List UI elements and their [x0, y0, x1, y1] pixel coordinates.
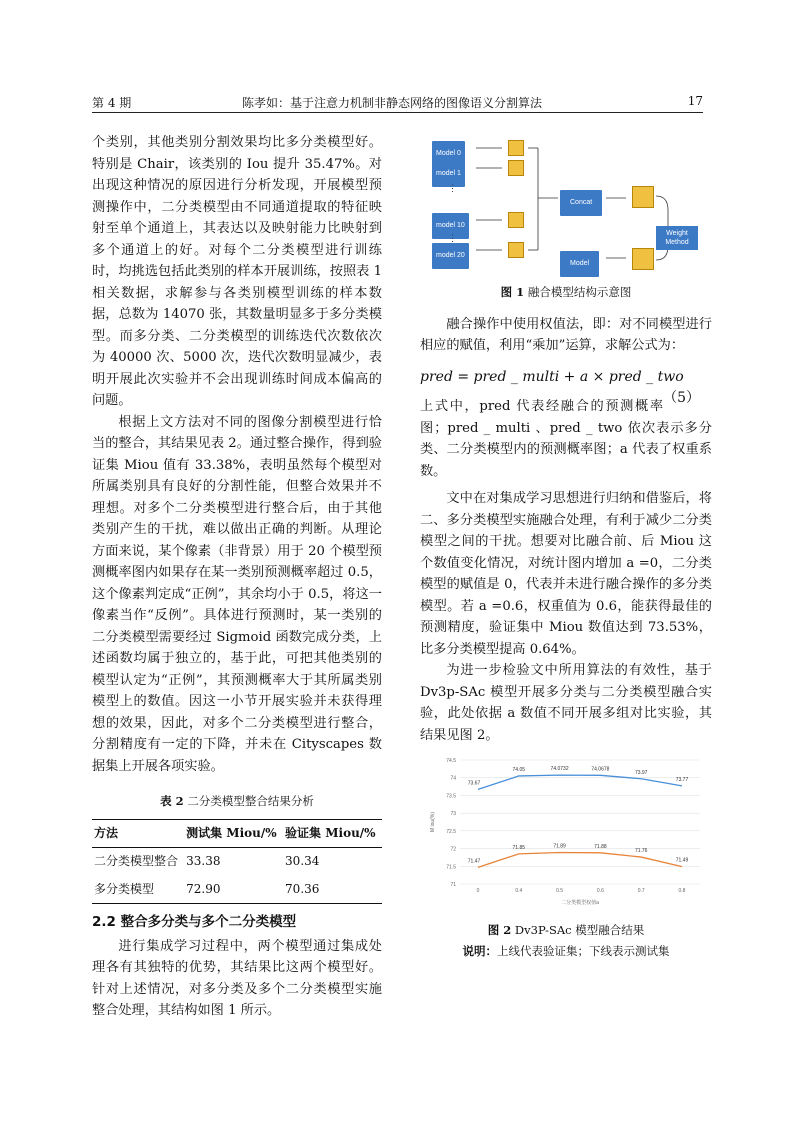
fusion-structure-diagram — [428, 138, 690, 274]
model-box: Model — [560, 251, 599, 277]
data-label: 74.0678 — [591, 766, 610, 773]
running-header — [92, 92, 703, 113]
paragraph: 根据上文方法对不同的图像分割模型进行恰当的整合，其结果见表 2。通过整合操作，得到验证集 Miou 值有 33.38%，表明虽然每个模型对所属类别具有良好的分割性能，但整合效果并不理想。对多个二分类模型进行整合后，由于其他类别产生的干扰，难以做出正确的判断。从理论方面来说，某个像素（非背景）用于 20 个模型预测概率图内如果存在某一类别预测概率超过 0.5，这个像素判定成“正例”，其余均小于 0.5，将这一像素当作“反例”。具体进行预测时，某一类别的二分类模型需要经过 Sigmoid 函数完成分类，上述函数均属于独立的，基于此，可把其他类别的模型认定为“正例”，其预测概率大于其所属类别模型上的数值。因这一小节开展实验并未获得理想的效果，因此，对多个二分类模型进行整合，分割精度有一定的下降，并未在 Cityscapes 数据集上开展各项实验。 — [92, 414, 382, 774]
right-column — [420, 132, 712, 963]
y-tick-label: 73.5 — [446, 793, 456, 800]
table-cell: 30.34 — [285, 854, 320, 868]
results-table — [92, 819, 382, 905]
y-tick-label: 71.5 — [446, 864, 456, 871]
data-label: 71.49 — [675, 857, 689, 864]
data-label: 71.85 — [512, 844, 526, 851]
data-label: 73.67 — [467, 780, 481, 787]
weight-method-box: Weight Method — [656, 226, 698, 250]
feature-cube-icon — [632, 186, 654, 208]
paragraph: 进行集成学习过程中，两个模型通过集成处理各有其独特的优势，其结果比这两个模型好。针对上述情况，对多分类及多个二分类模型实施整合处理，其结构如图 1 所示。 — [92, 938, 382, 1018]
equation: pred = pred _ multi + a × pred _ two （5） — [420, 368, 700, 406]
column-header: 测试集 Miou/% — [186, 825, 277, 840]
table-cell: 二分类模型整合 — [94, 854, 179, 868]
figure-caption: 图 2 Dv3P-SAc 模型融合结果 — [487, 922, 645, 937]
table-cell: 33.38 — [186, 854, 221, 868]
running-title: 陈孝如：基于注意力机制非静态网络的图像语义分割算法 — [242, 96, 543, 110]
concat-box: Concat — [560, 190, 602, 216]
page-number: 17 — [687, 94, 703, 108]
figure-caption: 图 1 融合模型结构示意图 — [500, 285, 632, 299]
series-line-1 — [478, 775, 682, 789]
data-label: 74.0732 — [550, 766, 569, 773]
y-tick-label: 74.5 — [446, 758, 456, 764]
paragraph: 上式中，pred 代表经融合的预测概率图；pred _ multi 、pred _ two 依次表示多分类、二分类模型内的预测概率图；a 代表了权重系数。 — [420, 399, 712, 479]
feature-map-icon — [508, 242, 524, 258]
data-label: 71.76 — [634, 848, 648, 855]
y-tick-label: 74 — [450, 775, 456, 782]
data-label: 71.47 — [467, 858, 481, 865]
table-header-row — [92, 819, 382, 848]
x-tick-label: 0.8 — [678, 888, 686, 894]
paragraph: 融合操作中使用权值法，即：对不同模型进行相应的赋值，利用“乘加”运算，求解公式为： — [420, 316, 712, 353]
x-tick-label: 0.4 — [515, 888, 523, 894]
table-caption: 表 2 二分类模型整合结果分析 — [160, 794, 314, 808]
feature-map-icon — [508, 140, 524, 156]
y-axis-label: M iou(%) — [430, 811, 436, 833]
paragraph: 个类别，其他类别分割效果均比多分类模型好。特别是 Chair，该类别的 Iou 提升 35.47%。对出现这种情况的原因进行分析发现，开展模型预测操作中，二分类模型由不同通道提取的特征映射至单个通道上，其表达以及映射能力比映射到多个通道上的好。对每个二分类模型进行训练时，均挑选包括此类别的样本开展训练，按照表 1 相关数据，求解参与各类别模型训练的样本数据，总数为 14070 张，其数量明显多于多分类模型。而多分类、二分类模型的训练迭代次数依次为 40000 次、5000 次，迭代次数明显减少，表明开展此次实验并不会出现训练时间成本偏高的问题。 — [92, 135, 382, 408]
y-tick-label: 73 — [450, 811, 456, 818]
ellipsis: ⋮ — [448, 183, 457, 193]
x-tick-label: 0 — [476, 888, 480, 894]
series-line-2 — [478, 852, 682, 867]
table-cell: 70.36 — [285, 881, 320, 896]
data-label: 73.77 — [675, 776, 689, 783]
data-label: 71.89 — [553, 843, 566, 850]
section-heading: 2.2 整合多分类与多个二分类模型 — [92, 914, 297, 930]
issue-number: 第 4 期 — [92, 96, 132, 110]
y-tick-label: 72.5 — [446, 828, 456, 835]
y-tick-label: 71 — [450, 882, 456, 888]
paragraph: 文中在对集成学习思想进行归纳和借鉴后，将二、多分类模型实施融合处理，有利于减少二分类模型之间的干扰。想要对比融合前、后 Miou 这个数值变化情况，对统计图内增加 a =0，二分类模型的赋值是 0，代表并未进行融合操作的多分类模型。若 a =0.6，权重值为 0.6，能获得最佳的预测精度，验证集中 Miou 数值达到 73.53%，比多分类模型提高 0.64%。 — [420, 491, 712, 657]
table-row — [92, 848, 382, 876]
table-cell: 72.90 — [186, 881, 221, 896]
fusion-results-chart — [420, 752, 712, 912]
x-tick-label: 0.7 — [637, 888, 645, 894]
data-label: 71.88 — [594, 843, 607, 850]
x-axis-label: 二分类模型权值a — [561, 900, 599, 906]
x-tick-label: 0.5 — [556, 888, 564, 894]
paragraph: 为进一步检验文中所用算法的有效性，基于 Dv3p-SAc 模型开展多分类与二分类模型融合实验，此处依据 a 数值不同开展多组对比实验，其结果见图 2。 — [420, 663, 712, 743]
column-header: 方法 — [94, 825, 119, 840]
feature-cube-icon — [632, 248, 654, 270]
left-column — [92, 132, 382, 1022]
data-label: 73.97 — [634, 769, 648, 776]
column-header: 验证集 Miou/% — [285, 825, 376, 840]
data-label: 74.05 — [512, 766, 526, 773]
y-tick-label: 72 — [450, 846, 456, 853]
feature-map-icon — [508, 160, 524, 176]
feature-map-icon — [508, 212, 524, 228]
ellipsis: ⋮ — [448, 233, 457, 243]
table-row — [92, 876, 382, 904]
table-cell: 多分类模型 — [94, 881, 155, 896]
figure-note: 说明：上线代表验证集；下线表示测试集 — [462, 944, 670, 958]
model-box: model 1 — [432, 161, 465, 187]
model-box: Model 0 — [432, 141, 465, 167]
x-tick-label: 0.6 — [596, 888, 604, 894]
model-box: model 20 — [432, 243, 469, 269]
model-box: model 10 — [432, 213, 469, 239]
